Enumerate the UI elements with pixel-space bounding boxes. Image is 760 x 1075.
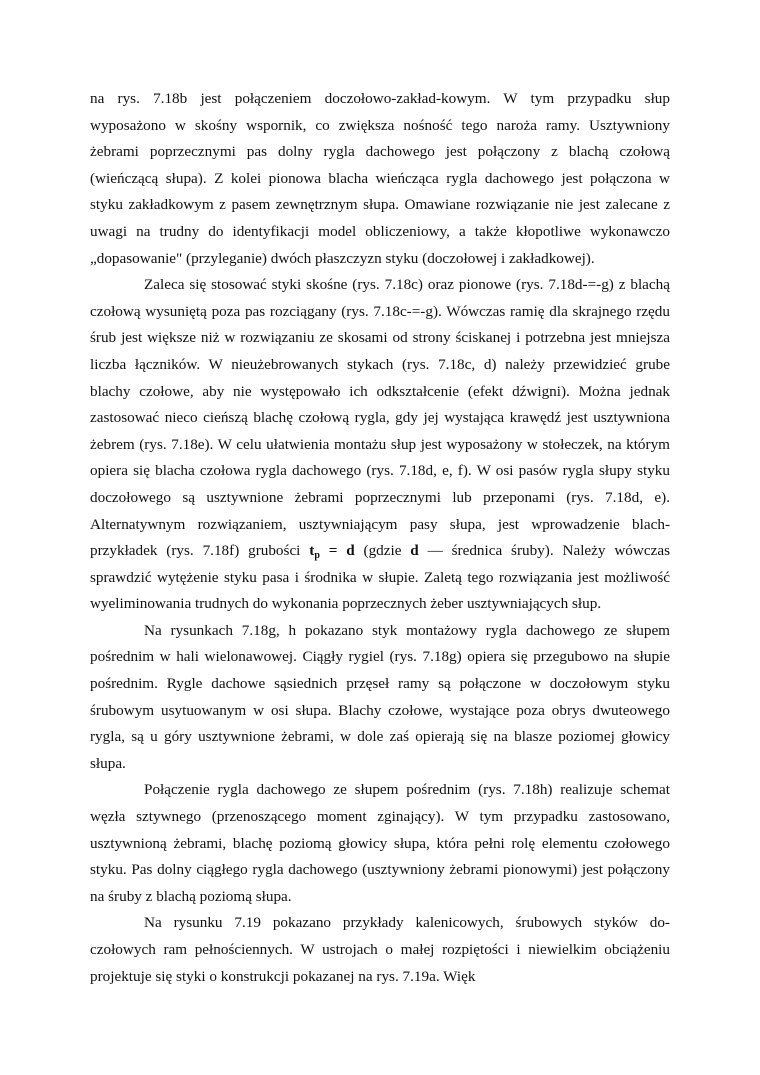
paragraph-5 — [90, 910, 670, 990]
text-line: śrub jest większe niż w rozwiązaniu ze skosami od strony ściskanej i potrzebna jest mniejsza — [90, 329, 670, 347]
text-line: styku zakładkowym z pasem zewnętrznym słupa. Omawiane rozwiązanie nie jest zalecane z — [90, 196, 670, 214]
formula-text-before: przykładek (rys. 7.18f) grubości — [90, 542, 310, 560]
text-line: usztywnioną żebrami, blachę poziomą głowicy słupa, która pełni rolę elementu czołowego — [90, 834, 670, 852]
text-line: liczba łączników. W nieużebrowanych stykach (rys. 7.18c, d) należy przewidzieć grube — [90, 355, 670, 373]
text-line: czołową wysuniętą poza pas rozciągany (rys. 7.18c-=-g). Wówczas ramię dla skrajnego rzędu — [90, 302, 670, 320]
formula-text-after: — średnica śruby). Należy wówczas — [418, 542, 671, 560]
text-line: wyeliminowania trudnych do wykonania poprzecznych żeber usztywniających słup. — [90, 595, 602, 613]
subscript-p: p — [314, 550, 320, 562]
symbol-d: d — [346, 542, 355, 560]
text-line: zastosować nieco cieńszą blachę czołową rygla, gdy jej wystająca krawędź jest usztywniona — [90, 409, 670, 427]
text-line: wyposażono w skośny wspornik, co zwiększa nośność tego naroża ramy. Usztywniony — [90, 116, 670, 134]
text-line: blachy czołowe, aby nie występowało ich odkształcenie (efekt dźwigni). Można jednak — [90, 382, 670, 400]
text-line: opiera się blacha czołowa rygla dachowego (rys. 7.18d, e, f). W osi pasów rygla słupy styku — [90, 462, 670, 480]
paragraph-3 — [90, 618, 670, 778]
text-line: pośrednim w hali wielonawowej. Ciągły rygiel (rys. 7.18g) opiera się przegubowo na słupie — [90, 648, 670, 666]
text-line: „dopasowanie" (przyleganie) dwóch płaszczyzn styku (doczołowej i zakładkowej). — [90, 249, 595, 267]
text-line: śrubowym usytuowanym w osi słupa. Blachy czołowe, wystające poza obrys dwuteowego — [90, 701, 670, 719]
equals-sign: = — [319, 542, 347, 560]
text-line: czołowych ram pełnościennych. W ustrojach o małej rozpiętości i niewielkim obciążeniu — [90, 941, 670, 958]
text-line: Na rysunkach 7.18g, h pokazano styk montażowy rygla dachowego ze słupem — [144, 621, 670, 639]
text-line: doczołowego są usztywnione żebrami poprzecznymi lub przeponami (rys. 7.18d, e). — [90, 488, 670, 506]
text-line: uwagi na trudny do identyfikacji model obliczeniowy, a także kłopotliwe wykonawczo — [90, 222, 670, 240]
text-line: Na rysunku 7.19 pokazano przykłady kalenicowych, śrubowych styków do- — [144, 914, 670, 932]
text-line: pośrednim. Rygle dachowe sąsiednich przęseł ramy są połączone w doczołowym styku — [90, 675, 670, 693]
text-line: rygla, są u góry usztywnione żebrami, w dole zaś opierają się na blasze poziomej głowicy — [90, 728, 670, 746]
text-line: żebrami poprzecznymi pas dolny rygla dachowego jest połączony z blachą czołową — [90, 143, 670, 161]
text-line: Połączenie rygla dachowego ze słupem pośrednim (rys. 7.18h) realizuje schemat — [144, 781, 670, 799]
text-line: słupa. — [90, 754, 126, 772]
text-line: sprawdzić wytężenie styku pasa i środnika w słupie. Zaletą tego rozwiązania jest możliwość — [90, 568, 670, 586]
symbol-t: $t_p$ — [309, 542, 320, 562]
text-line: na śruby z blachą poziomą słupa. — [90, 887, 292, 905]
paragraph-4 — [90, 777, 670, 910]
text-line: żebrem (rys. 7.18e). W celu ułatwienia montażu słup jest wyposażony w stołeczek, na którym — [90, 435, 670, 453]
text-line: węzła sztywnego (przenoszącego moment zginający). W tym przypadku zastosowano, — [90, 808, 670, 826]
formula-text-after: (gdzie — [354, 542, 411, 560]
text-line: Alternatywnym rozwiązaniem, usztywniającym pasy słupa, jest wprowadzenie blach- — [90, 515, 670, 533]
paragraph-2 — [90, 272, 670, 618]
paragraph-1 — [90, 86, 670, 272]
formula-line — [90, 538, 670, 565]
symbol-d: d — [410, 542, 419, 560]
text-line: na rys. 7.18b jest połączeniem doczołowo-zakład-kowym. W tym przypadku słup — [90, 90, 670, 107]
text-line: (wieńczącą słupa). Z kolei pionowa blacha wieńcząca rygla dachowego jest połączona w — [90, 169, 670, 187]
document-page — [90, 86, 670, 990]
text-line: Zaleca się stosować styki skośne (rys. 7.18c) oraz pionowe (rys. 7.18d-=-g) z blachą — [144, 276, 670, 294]
text-line: styku. Pas dolny ciągłego rygla dachowego (usztywniony żebrami pionowymi) jest połączony — [90, 861, 670, 879]
text-line: projektuje się styki o konstrukcji pokazanej na rys. 7.19a. Więk — [90, 967, 476, 985]
